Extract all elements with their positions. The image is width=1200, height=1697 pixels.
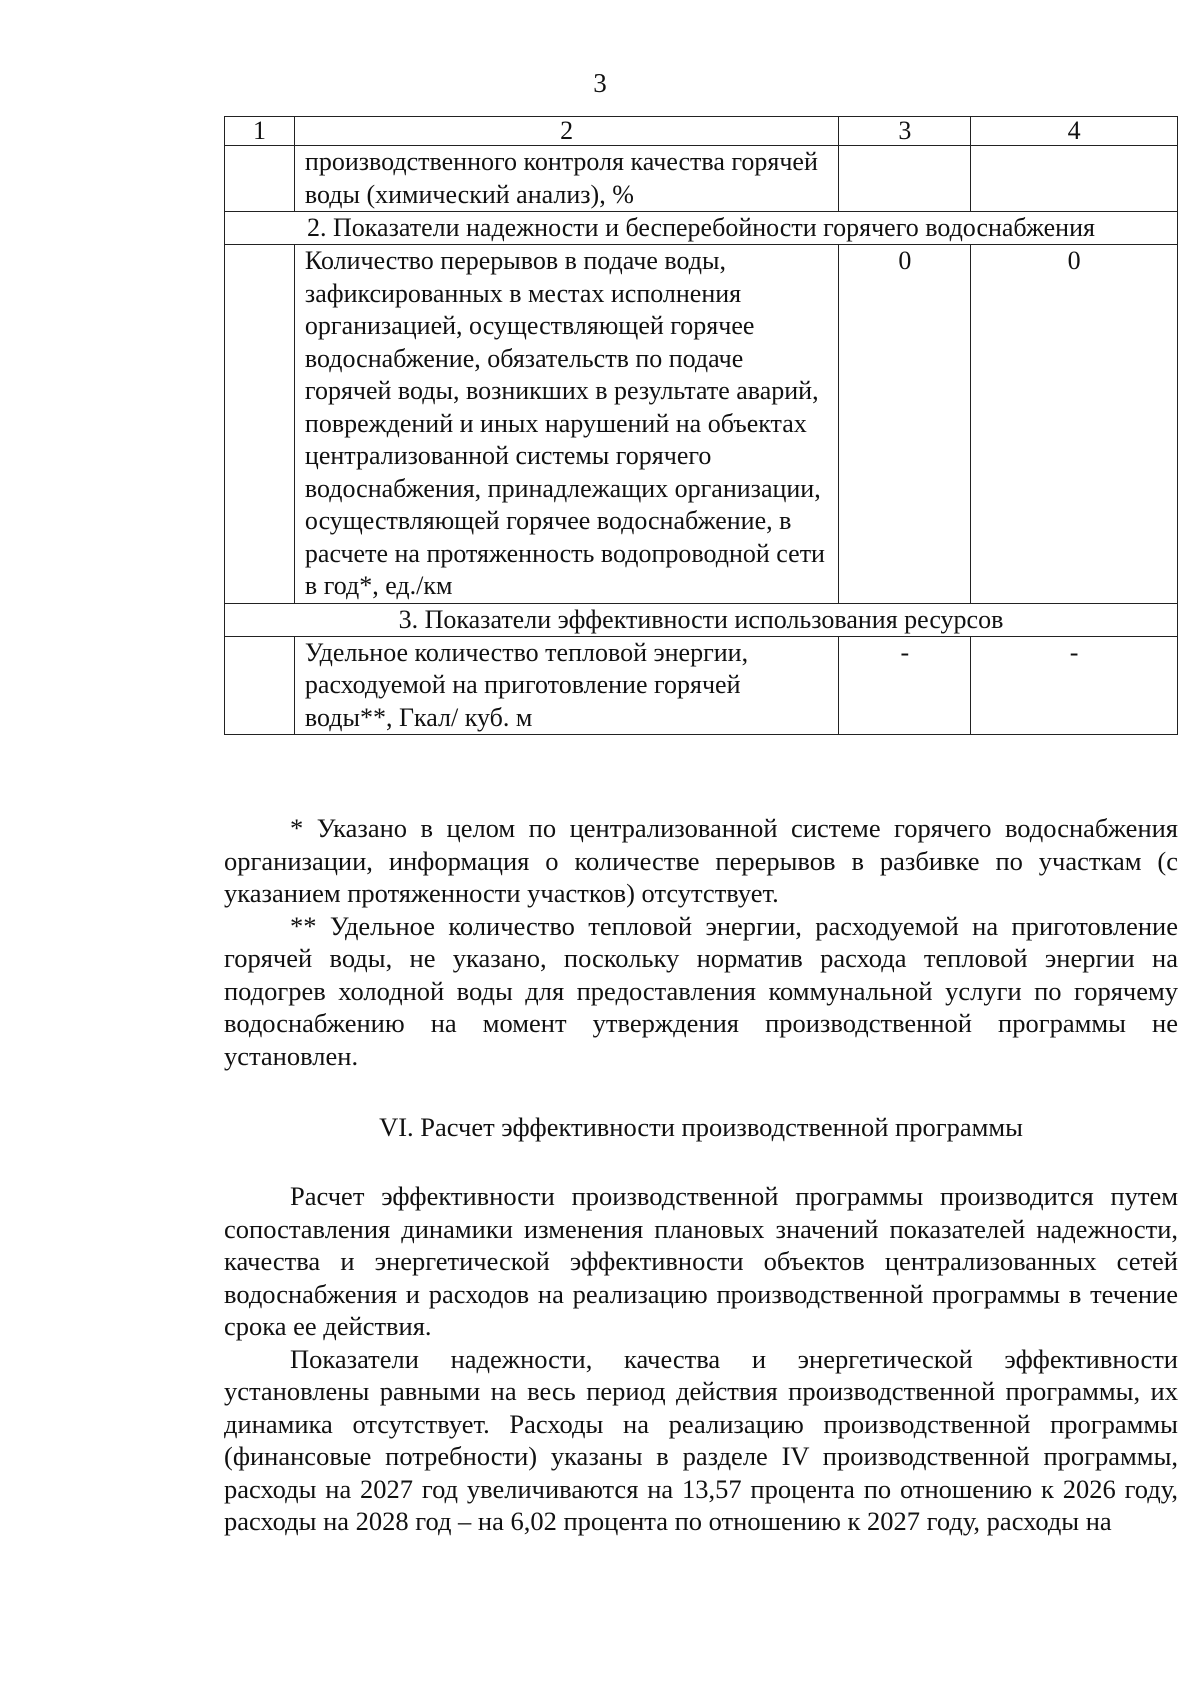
page-number: 3: [593, 68, 607, 98]
indicator-description: производственного контроля качества горячей воды (химический анализ), %: [294, 146, 839, 212]
table-cell-empty: [225, 245, 295, 604]
footnote-2: ** Удельное количество тепловой энергии, расходуемой на приготовление горячей воды, не указано, поскольку норматив расхода тепловой энергии на подогрев холодной воды для предоставления коммунальной услуги по горячему водоснабжению на момент утверждения производственной программы не установлен.: [224, 910, 1178, 1071]
table-cell-empty: [225, 636, 295, 735]
indicator-value-col3: 0: [839, 245, 971, 604]
table-section-row: [225, 603, 1178, 636]
table-row: [225, 245, 1178, 604]
table-header-cell: 2: [294, 117, 839, 146]
indicator-value-col3: [839, 146, 971, 212]
indicator-description: Количество перерывов в подаче воды, зафиксированных в местах исполнения организацией, осуществляющей горячее водоснабжение, обязательств по подаче горячей воды, возникших в результате аварий, повреждений и иных нарушений на объектах централизованной системы горячего водоснабжения, принадлежащих организации, осуществляющей горячее водоснабжение, в расчете на протяженность водопроводной сети в год*, ед./км: [294, 245, 839, 604]
footnote-1: * Указано в целом по централизованной системе горячего водоснабжения организации, информация о количестве перерывов в разбивке по участкам (с указанием протяженности участков) отсутствует.: [224, 813, 1178, 908]
table-header-cell: 3: [839, 117, 971, 146]
section-title: 3. Показатели эффективности использования ресурсов: [225, 603, 1178, 636]
paragraph: Расчет эффективности производственной программы производится путем сопоставления динамики изменения плановых значений показателей надежности, качества и энергетической эффективности объектов централизованных сетей водоснабжения и расходов на реализацию производственной программы в течение срока ее действия.: [224, 1181, 1178, 1341]
table-header-cell: 4: [971, 117, 1178, 146]
section-body: [224, 1180, 1178, 1538]
indicator-value-col4: 0: [971, 245, 1178, 604]
footnotes: [224, 812, 1178, 1072]
table-row: [225, 636, 1178, 735]
section-title: 2. Показатели надежности и бесперебойности горячего водоснабжения: [225, 212, 1178, 245]
table-header-cell: 1: [225, 117, 295, 146]
table-cell-empty: [225, 146, 295, 212]
indicator-value-col3: -: [839, 636, 971, 735]
table-row: [225, 146, 1178, 212]
section-heading: VI. Расчет эффективности производственной программы: [379, 1112, 1023, 1142]
indicator-value-col4: -: [971, 636, 1178, 735]
paragraph: Показатели надежности, качества и энергетической эффективности установлены равными на весь период действия производственной программы, их динамика отсутствует. Расходы на реализацию производственной программы (финансовые потребности) указаны в разделе IV производственной программы, расходы на 2027 год увеличиваются на 13,57 процента по отношению к 2026 году, расходы на 2028 год – на 6,02 процента по отношению к 2027 году, расходы на: [224, 1343, 1178, 1536]
table-section-row: [225, 212, 1178, 245]
table-header-row: [225, 117, 1178, 146]
indicators-table: [224, 116, 1178, 735]
indicator-value-col4: [971, 146, 1178, 212]
indicator-description: Удельное количество тепловой энергии, расходуемой на приготовление горячей воды**, Гкал/ куб. м: [294, 636, 839, 735]
